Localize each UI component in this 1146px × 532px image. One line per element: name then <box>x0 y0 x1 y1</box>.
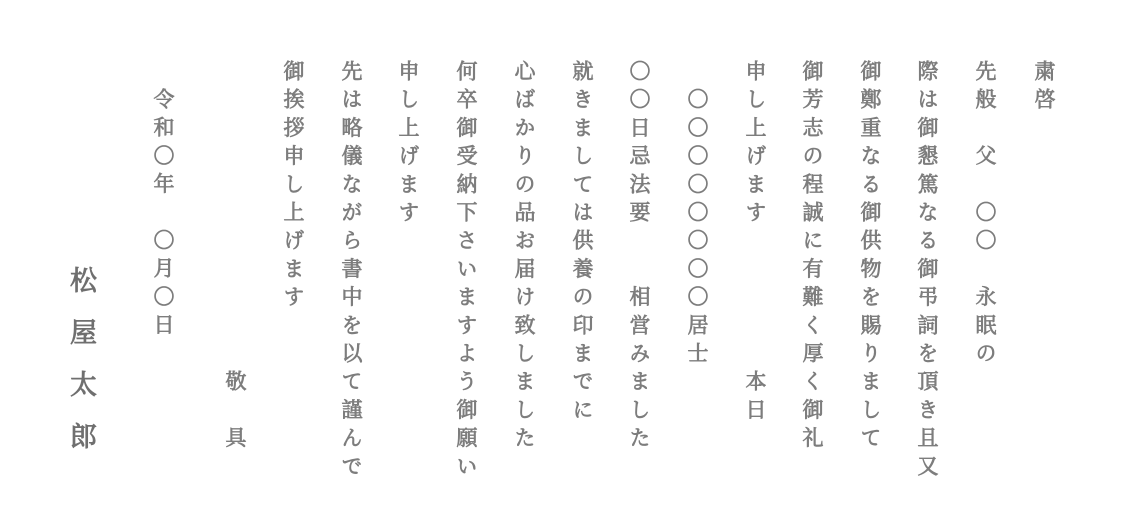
letter-line-8: 就きましては供養の印までに <box>570 60 595 427</box>
opening-word: 粛啓 <box>1032 60 1057 117</box>
letter-line-3: 御鄭重なる御供物を賜りまして <box>858 60 883 455</box>
letter-line-7: 〇〇日忌法要 相営みました <box>627 60 652 455</box>
letter-line-10: 何卒御受納下さいますよう御願い <box>454 60 479 483</box>
letter-line-1: 先般 父 〇〇 永眠の <box>973 60 998 371</box>
letter-date: 令和〇年 〇月〇日 <box>151 88 176 342</box>
letter-line-4: 御芳志の程誠に有難く厚く御礼 <box>800 60 825 455</box>
letter-line-9: 心ばかりの品お届け致しました <box>512 60 537 455</box>
sender-name: 松屋太郎 <box>65 266 96 474</box>
letter-line-6: 〇〇〇〇〇〇〇〇居士 <box>685 60 710 371</box>
letter-line-2: 際は御懇篤なる御弔詞を頂き且又 <box>915 60 940 483</box>
letter-line-12: 先は略儀ながら書中を以て謹んで <box>339 60 364 483</box>
letter-line-5: 申し上げます 本日 <box>743 60 768 427</box>
closing-word: 敬 具 <box>223 370 248 455</box>
letter-line-11: 申し上げます <box>396 60 421 230</box>
letter-line-13: 御挨拶申し上げます <box>281 60 306 314</box>
